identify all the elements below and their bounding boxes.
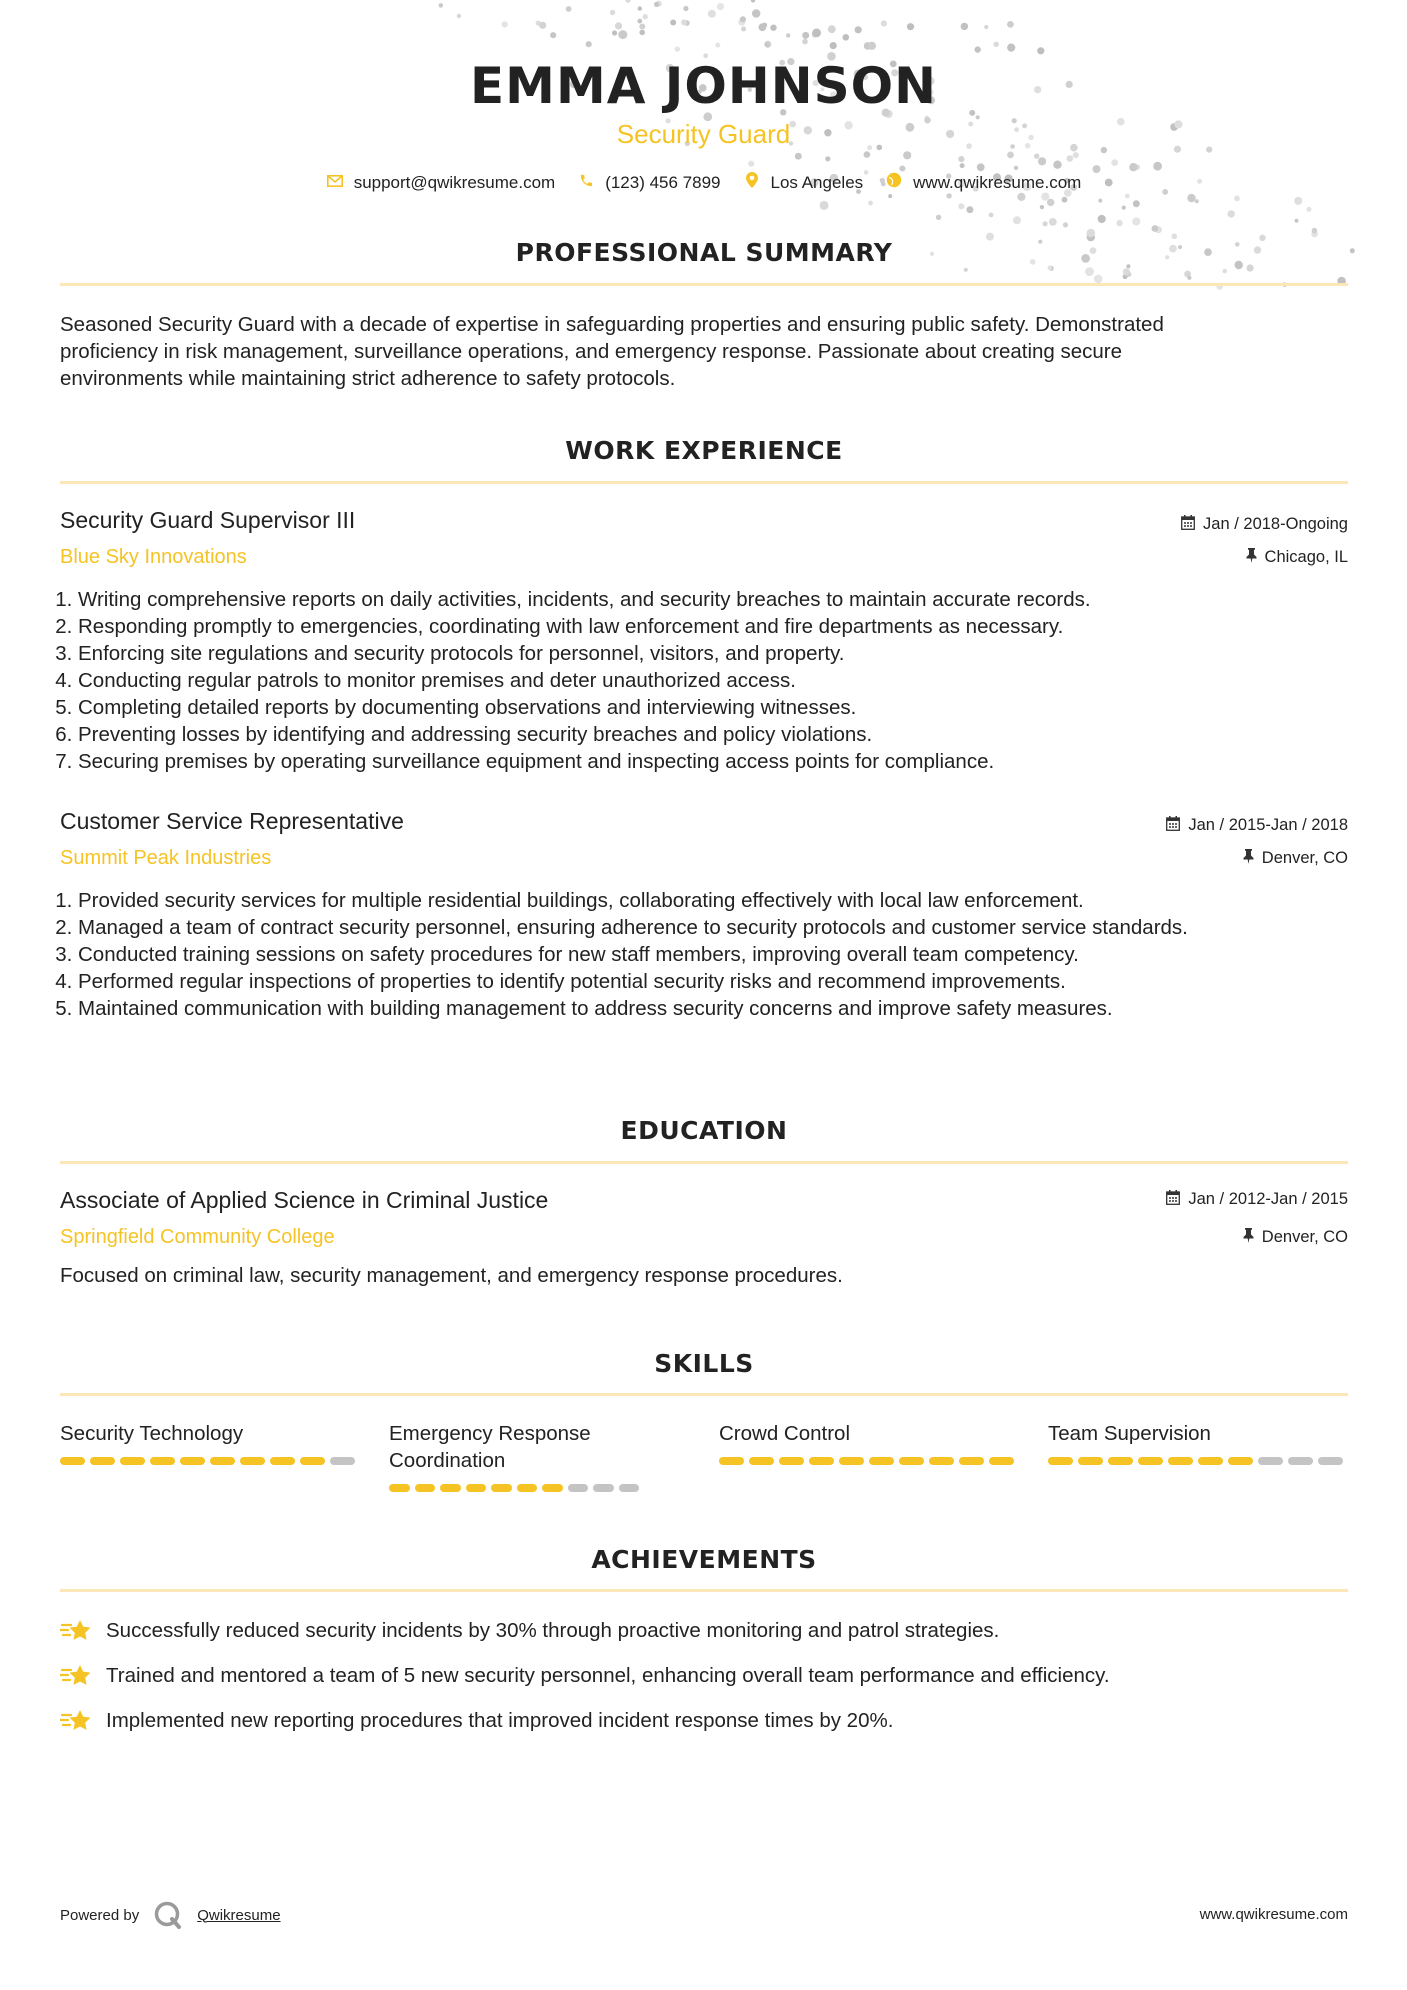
summary-line: Seasoned Security Guard with a decade of expertise in safeguarding properties and ensuring public safety. Demonstrated	[60, 313, 1164, 336]
list-item: 6. Preventing losses by identifying and addressing security breaches and policy violations.	[78, 721, 1348, 748]
achievements-rule	[60, 1589, 1348, 1592]
skill-level-segment	[415, 1484, 436, 1492]
skill-level-segment	[779, 1457, 804, 1465]
skill-level-bar	[1048, 1457, 1348, 1465]
contact-location	[743, 172, 864, 193]
summary-line: environments while maintaining strict adherence to safety protocols.	[60, 367, 676, 390]
skill-level-bar	[60, 1457, 360, 1465]
skill-level-segment	[593, 1484, 614, 1492]
qwikresume-logo-icon	[153, 1900, 183, 1930]
skill-level-segment	[240, 1457, 265, 1465]
skill-level-segment	[869, 1457, 894, 1465]
list-item: 3. Enforcing site regulations and security protocols for personnel, visitors, and property.	[78, 640, 1348, 667]
skill-level-segment	[568, 1484, 589, 1492]
calendar-icon	[1166, 1190, 1180, 1209]
education-description: Focused on criminal law, security management, and emergency response procedures.	[60, 1264, 843, 1287]
contact-phone-text: (123) 456 7899	[605, 172, 721, 192]
job-company: Blue Sky Innovations	[60, 546, 247, 568]
skill-level-segment	[210, 1457, 235, 1465]
skill-level-segment	[929, 1457, 954, 1465]
pushpin-icon	[1243, 849, 1254, 868]
job-dates	[1166, 816, 1348, 835]
skill-level-segment	[389, 1484, 410, 1492]
skill-level-segment	[150, 1457, 175, 1465]
skill-level-segment	[719, 1457, 744, 1465]
skill-name: Crowd Control	[719, 1422, 851, 1445]
education-dates	[1166, 1190, 1348, 1209]
job-title: Customer Service Representative	[60, 808, 404, 834]
candidate-name: EMMA JOHNSON	[470, 57, 937, 115]
skill-level-segment	[491, 1484, 512, 1492]
skill-level-segment	[1138, 1457, 1163, 1465]
achievement-item	[60, 1617, 999, 1645]
achievement-text: Successfully reduced security incidents by 30% through proactive monitoring and patrol strategies.	[106, 1619, 1000, 1642]
calendar-icon	[1166, 816, 1180, 835]
powered-by-label: Powered by	[60, 1906, 140, 1924]
list-item: 2. Managed a team of contract security personnel, ensuring adherence to security protocols and customer service standards.	[78, 914, 1348, 941]
contact-location-text: Los Angeles	[770, 172, 864, 192]
contact-email[interactable]	[326, 173, 556, 193]
resume-header	[0, 56, 1407, 150]
skill-level-segment	[899, 1457, 924, 1465]
skill-level-segment	[90, 1457, 115, 1465]
achievement-item	[60, 1707, 893, 1735]
skill-level-segment	[1078, 1457, 1103, 1465]
calendar-icon	[1181, 515, 1195, 534]
pushpin-icon	[1246, 548, 1257, 567]
brand-link[interactable]: Qwikresume	[197, 1906, 281, 1924]
skills-rule	[60, 1393, 1348, 1396]
skill-team-supervision	[1048, 1420, 1348, 1465]
skill-level-segment	[517, 1484, 538, 1492]
candidate-title: Security Guard	[616, 119, 791, 149]
globe-icon	[885, 172, 903, 193]
skill-level-segment	[989, 1457, 1014, 1465]
shooting-star-icon	[60, 1662, 92, 1690]
education-dates-text: Jan / 2012-Jan / 2015	[1188, 1190, 1348, 1208]
skill-level-segment	[839, 1457, 864, 1465]
education-location-text: Denver, CO	[1261, 1228, 1348, 1246]
contact-email-text: support@qwikresume.com	[353, 172, 556, 192]
skill-level-segment	[330, 1457, 355, 1465]
job-location	[1246, 548, 1348, 567]
education-heading: EDUCATION	[620, 1116, 788, 1145]
skill-level-segment	[466, 1484, 487, 1492]
summary-text	[60, 311, 1348, 392]
education-location	[1243, 1228, 1348, 1247]
education-rule	[60, 1161, 1348, 1164]
list-item: 2. Responding promptly to emergencies, coordinating with law enforcement and fire departments as necessary.	[78, 613, 1348, 640]
achievements-heading: ACHIEVEMENTS	[591, 1545, 817, 1574]
contact-website-text: www.qwikresume.com	[913, 172, 1082, 192]
skill-level-segment	[1258, 1457, 1283, 1465]
contact-website[interactable]	[885, 172, 1081, 193]
skill-level-bar	[389, 1484, 639, 1492]
achievement-item	[60, 1662, 1110, 1690]
experience-rule	[60, 481, 1348, 484]
job-dates-text: Jan / 2015-Jan / 2018	[1188, 816, 1348, 834]
education-school: Springfield Community College	[60, 1226, 335, 1248]
achievement-text: Trained and mentored a team of 5 new security personnel, enhancing overall team performance and efficiency.	[106, 1664, 1110, 1687]
shooting-star-icon	[60, 1707, 92, 1735]
summary-heading: PROFESSIONAL SUMMARY	[515, 238, 893, 267]
skill-level-segment	[1198, 1457, 1223, 1465]
job-duties-list	[60, 586, 1348, 775]
pushpin-icon	[1243, 1228, 1254, 1247]
job-dates-text: Jan / 2018-Ongoing	[1203, 515, 1348, 533]
job-dates	[1181, 515, 1348, 534]
skill-level-segment	[440, 1484, 461, 1492]
job-location	[1243, 849, 1348, 868]
skill-level-segment	[1168, 1457, 1193, 1465]
skill-level-segment	[180, 1457, 205, 1465]
education-degree: Associate of Applied Science in Criminal Justice	[60, 1187, 549, 1213]
list-item: 5. Completing detailed reports by documenting observations and interviewing witnesses.	[78, 694, 1348, 721]
envelope-icon	[326, 174, 344, 192]
skill-crowd-control	[719, 1420, 1019, 1465]
experience-heading: WORK EXPERIENCE	[565, 436, 843, 465]
achievement-text: Implemented new reporting procedures that improved incident response times by 20%.	[106, 1709, 894, 1732]
skill-security-technology	[60, 1420, 360, 1465]
footer-website[interactable]: www.qwikresume.com	[1199, 1906, 1348, 1923]
map-pin-icon	[743, 172, 761, 193]
job-company: Summit Peak Industries	[60, 847, 272, 869]
job-location-text: Chicago, IL	[1264, 548, 1348, 566]
list-item: 4. Performed regular inspections of properties to identify potential security risks and recommend improvements.	[78, 968, 1348, 995]
skill-level-segment	[619, 1484, 640, 1492]
list-item: 1. Writing comprehensive reports on daily activities, incidents, and security breaches to maintain accurate records.	[78, 586, 1348, 613]
job-title: Security Guard Supervisor III	[60, 507, 356, 533]
skill-level-segment	[959, 1457, 984, 1465]
skill-level-segment	[1108, 1457, 1133, 1465]
shooting-star-icon	[60, 1617, 92, 1645]
skills-heading: SKILLS	[654, 1349, 754, 1378]
skill-name: Security Technology	[60, 1422, 244, 1445]
skill-level-bar	[719, 1457, 1019, 1465]
skill-emergency-response	[389, 1420, 639, 1492]
skill-level-segment	[1228, 1457, 1253, 1465]
skill-name: Team Supervision	[1048, 1422, 1211, 1445]
list-item: 3. Conducted training sessions on safety procedures for new staff members, improving overall team competency.	[78, 941, 1348, 968]
skill-level-segment	[1048, 1457, 1073, 1465]
skill-level-segment	[1288, 1457, 1313, 1465]
skill-level-segment	[542, 1484, 563, 1492]
phone-icon	[577, 173, 595, 193]
skill-level-segment	[749, 1457, 774, 1465]
skill-name: Emergency Response Coordination	[389, 1422, 591, 1472]
job-location-text: Denver, CO	[1261, 849, 1348, 867]
skill-level-segment	[120, 1457, 145, 1465]
job-duties-list	[60, 887, 1348, 1022]
contact-bar	[0, 172, 1407, 193]
contact-phone[interactable]	[577, 173, 720, 193]
list-item: 4. Conducting regular patrols to monitor premises and deter unauthorized access.	[78, 667, 1348, 694]
skill-level-segment	[1318, 1457, 1343, 1465]
summary-rule	[60, 283, 1348, 286]
skill-level-segment	[270, 1457, 295, 1465]
list-item: 5. Maintained communication with building management to address security concerns and improve safety measures.	[78, 995, 1348, 1022]
list-item: 7. Securing premises by operating surveillance equipment and inspecting access points for compliance.	[78, 748, 1348, 775]
summary-line: proficiency in risk management, surveillance operations, and emergency response. Passionate about creating secure	[60, 340, 1123, 363]
footer-powered-by	[60, 1900, 281, 1930]
skill-level-segment	[60, 1457, 85, 1465]
list-item: 1. Provided security services for multiple residential buildings, collaborating effectively with local law enforcement.	[78, 887, 1348, 914]
skill-level-segment	[300, 1457, 325, 1465]
skill-level-segment	[809, 1457, 834, 1465]
